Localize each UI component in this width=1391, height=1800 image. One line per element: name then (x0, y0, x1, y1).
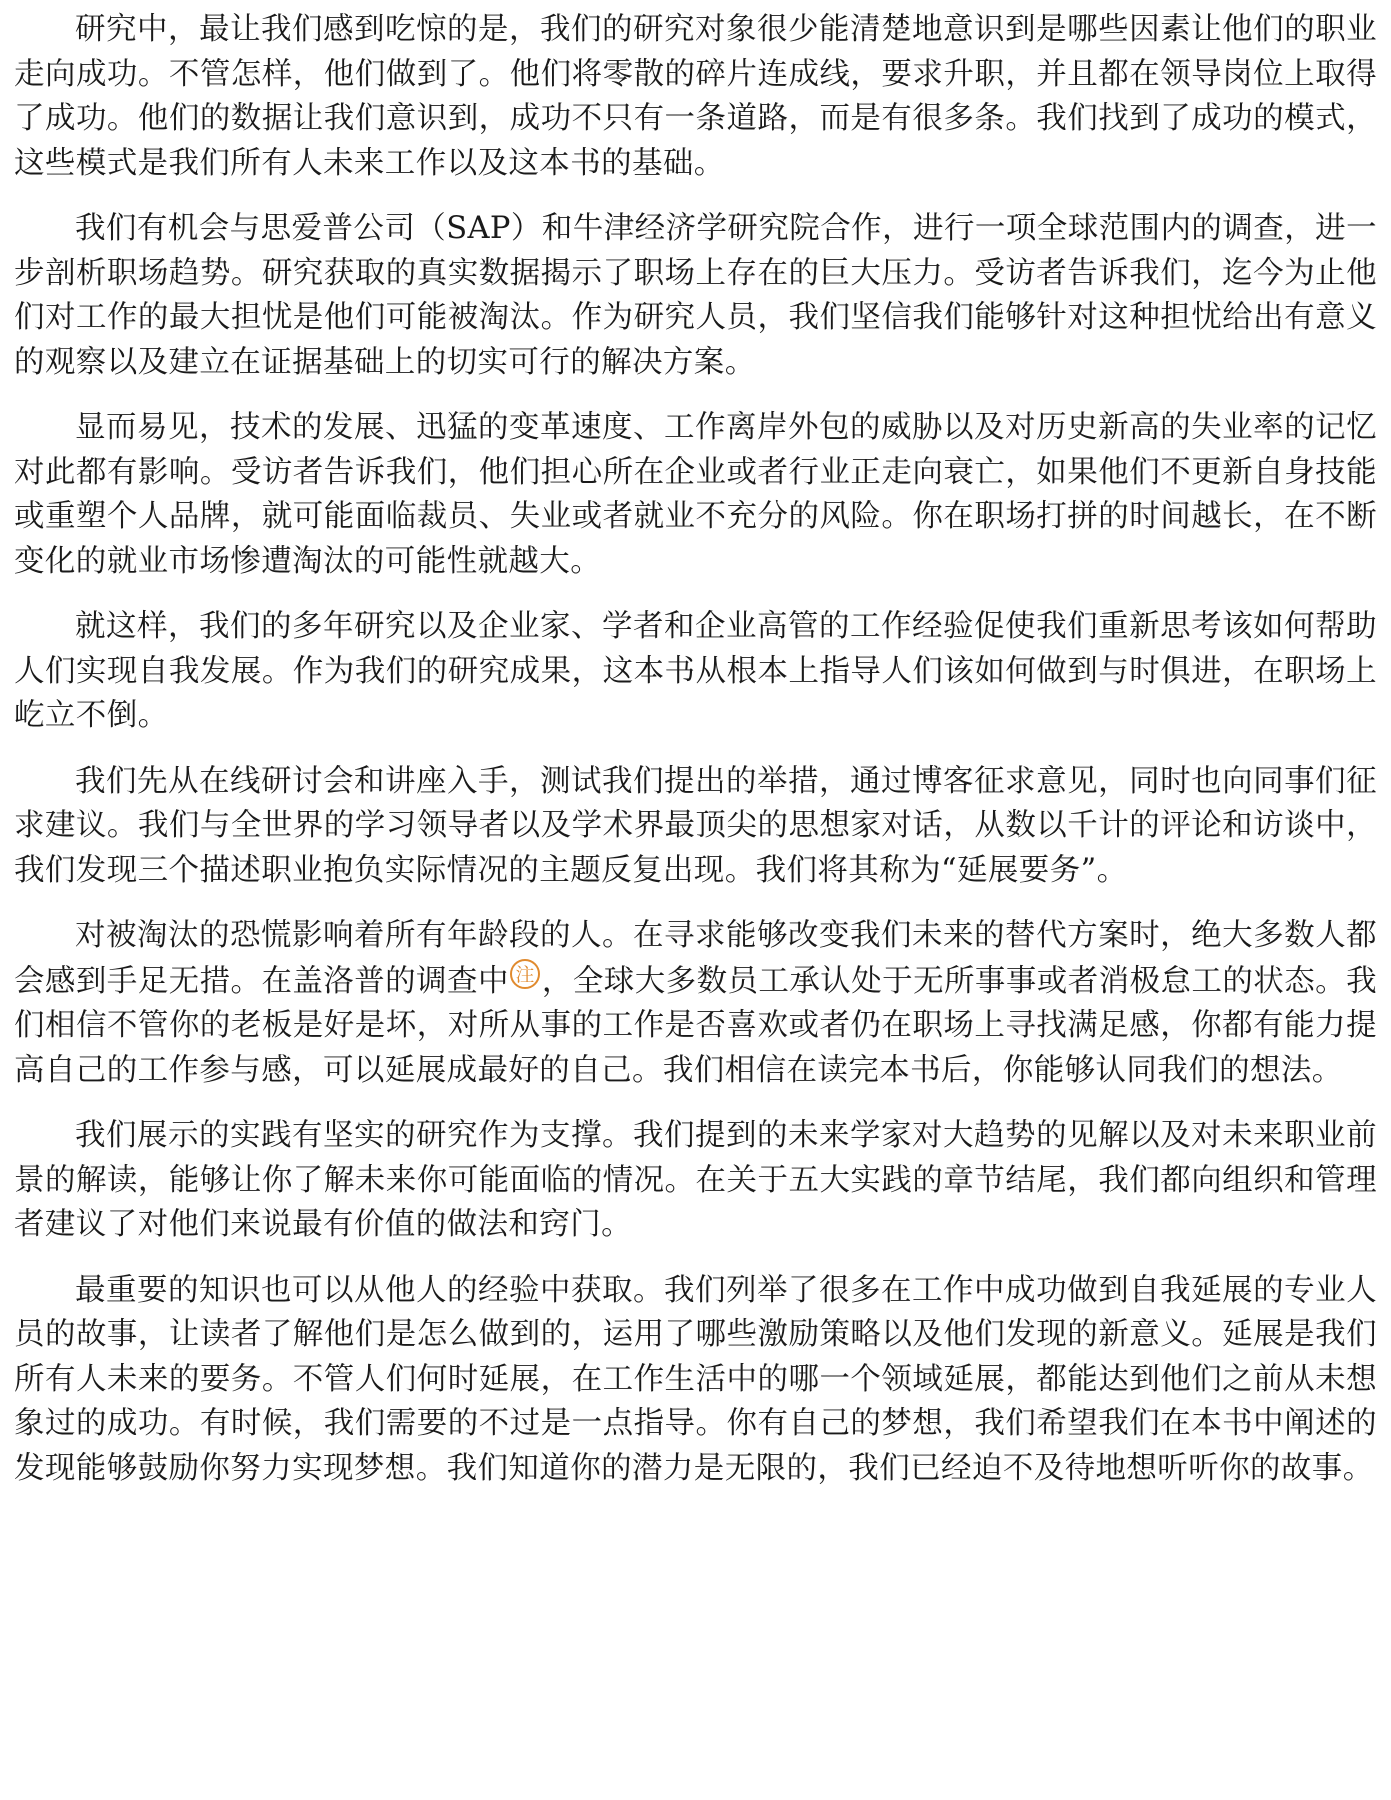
paragraph-2: 我们有机会与思爱普公司（SAP）和牛津经济学研究院合作，进行一项全球范围内的调查，进一步剖析职场趋势。研究获取的真实数据揭示了职场上存在的巨大压力。受访者告诉我们，迄今为止他们对工作的最大担忧是他们可能被淘汰。作为研究人员，我们坚信我们能够针对这种担忧给出有意义的观察以及建立在证据基础上的切实可行的解决方案。 (14, 211, 1377, 380)
paragraph-7: 我们展示的实践有坚实的研究作为支撑。我们提到的未来学家对大趋势的见解以及对未来职业前景的解读，能够让你了解未来你可能面临的情况。在关于五大实践的章节结尾，我们都向组织和管理者建议了对他们来说最有价值的做法和窍门。 (14, 1118, 1377, 1242)
paragraph-6-text-after: ，全球大多数员工承认处于无所事事或者消极怠工的状态。我们相信不管你的老板是好是坏，对所从事的工作是否喜欢或者仍在职场上寻找满足感，你都有能力提高自己的工作参与感，可以延展成最好的自己。我们相信在读完本书后，你能够认同我们的想法。 (14, 963, 1377, 1088)
paragraph-6-text-before: 对被淘汰的恐慌影响着所有年龄段的人。在寻求能够改变我们未来的替代方案时，绝大多数人都会感到手足无措。在盖洛普的调查中 (14, 918, 1377, 999)
paragraph-8: 最重要的知识也可以从他人的经验中获取。我们列举了很多在工作中成功做到自我延展的专业人员的故事，让读者了解他们是怎么做到的，运用了哪些激励策略以及他们发现的新意义。延展是我们所有人未来的要务。不管人们何时延展，在工作生活中的哪一个领域延展，都能达到他们之前从未想象过的成功。有时候，我们需要的不过是一点指导。你有自己的梦想，我们希望我们在本书中阐述的发现能够鼓励你努力实现梦想。我们知道你的潜力是无限的，我们已经迫不及待地想听听你的故事。 (14, 1272, 1377, 1486)
paragraph-1: 研究中，最让我们感到吃惊的是，我们的研究对象很少能清楚地意识到是哪些因素让他们的职业走向成功。不管怎样，他们做到了。他们将零散的碎片连成线，要求升职，并且都在领导岗位上取得了成功。他们的数据让我们意识到，成功不只有一条道路，而是有很多条。我们找到了成功的模式，这些模式是我们所有人未来工作以及这本书的基础。 (14, 12, 1377, 181)
paragraph-4: 就这样，我们的多年研究以及企业家、学者和企业高管的工作经验促使我们重新思考该如何帮助人们实现自我发展。作为我们的研究成果，这本书从根本上指导人们该如何做到与时俱进，在职场上屹立不倒。 (14, 609, 1377, 733)
paragraph-3: 显而易见，技术的发展、迅猛的变革速度、工作离岸外包的威胁以及对历史新高的失业率的记忆对此都有影响。受访者告诉我们，他们担心所在企业或者行业正走向衰亡，如果他们不更新自身技能或重塑个人品牌，就可能面临裁员、失业或者就业不充分的风险。你在职场打拼的时间越长，在不断变化的就业市场惨遭淘汰的可能性就越大。 (14, 410, 1377, 579)
paragraph-5: 我们先从在线研讨会和讲座入手，测试我们提出的举措，通过博客征求意见，同时也向同事们征求建议。我们与全世界的学习领导者以及学术界最顶尖的思想家对话，从数以千计的评论和访谈中，我们发现三个描述职业抱负实际情况的主题反复出现。我们将其称为“延展要务”。 (14, 763, 1377, 888)
paragraph-6 (14, 914, 1377, 1093)
document-page (14, 8, 1377, 1491)
footnote-marker-icon[interactable]: 注 (510, 959, 540, 989)
